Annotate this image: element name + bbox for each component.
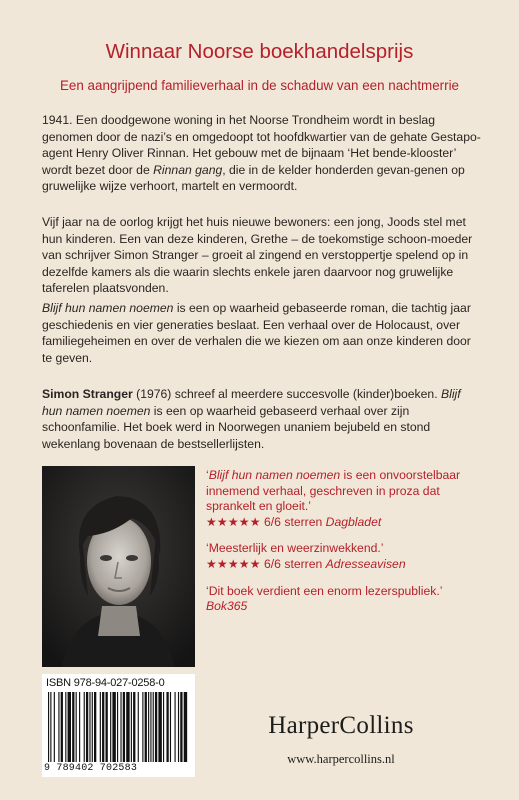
author-bio-text-b: is een op waarheid gebaseerd verhaal over zijn schoonfamilie. Het boek werd in Noorwegen unaniem bejubeld en stond wekenlang bovenaan de bestsellerlijsten. [42,403,431,451]
blurb-p1-italic: Rinnan gang [153,162,223,177]
review-quote [206,584,486,615]
blurb-p1-text-a: 1941. Een doodgewone woning in het Noorse Trondheim wordt in beslag genomen door de nazi’s en omgedoopt tot hoofdkwartier van de gehate Gestapo-agent Henry Oliver Rinnan. Het gebouw met de bijnaam ‘Het bende-klooster’ wordt bezet door de [42,113,481,177]
blurb-p3-text: is een op waarheid gebaseerde roman, die tachtig jaar geschiedenis en vier generaties beslaat. Een verhaal over de Holocaust, over familiegeheimen en over de verhalen die we kiezen om aan onze kinderen door te geven. [42,301,471,365]
review-rating [206,557,486,573]
author-bio-text-a: (1976) schreef al meerdere succesvolle (kinder)boeken. [132,387,441,401]
review-rating [206,599,486,615]
isbn-label: ISBN 978-94-027-0258-0 [46,677,165,689]
blurb-p1-text-b: , die in de kelder honderden gevan-genen op gruwelijke wijze verhoort, martelt en vermoordt. [42,162,465,194]
quote-open-mark: ‘ [206,468,209,482]
book-title-italic: Blijf hun namen noemen [42,301,174,315]
blurb-paragraph-2: Vijf jaar na de oorlog krijgt het huis nieuwe bewoners: een jong, Joods stel met hun kinderen. Een van deze kinderen, Grethe – de toekomstige schoon-moeder van schrijver Simon Stranger – groeit al zingend en verstoppertje spelend op in dezelfde kamers als die waarin slechts enkele jaren daarvoor nog gruwelijke taferelen plaatsvonden. [42,215,473,296]
star-rating-icon: ★★★★★ 6/6 sterren [206,556,326,571]
quote-text: is een onvoorstelbaar innemend verhaal, geschreven in proza dat sprankelt en gloeit.’ [206,468,461,514]
barcode-icon [48,692,190,762]
barcode-number: 9 789402 702583 [44,763,138,774]
publisher-website: www.harpercollins.nl [287,752,395,766]
author-bio [42,386,482,452]
blurb-paragraph-3 [42,300,482,366]
quote-book-title: Blijf hun namen noemen [208,468,341,482]
author-name: Simon Stranger [42,387,133,401]
barcode-panel [42,674,195,777]
quote-text: ‘Meesterlijk en weerzinwekkend.’ [206,541,384,556]
review-source: Adresseavisen [325,556,406,571]
author-photo [42,466,195,667]
blurb-paragraph-1 [42,112,482,195]
headline: Winnaar Noorse boekhandelsprijs [105,40,414,63]
review-quote [206,541,486,572]
review-quotes [206,468,486,626]
review-quote [206,468,486,530]
star-rating-icon: ★★★★★ 6/6 sterren [206,514,326,529]
subheadline: Een aangrijpend familieverhaal in de schaduw van een nachtmerrie [60,78,459,93]
review-source: Bok365 [206,599,248,614]
review-rating [206,515,486,531]
quote-text: ‘Dit boek verdient een enorm lezerspubliek.’ [206,583,443,598]
author-bio-italic: Blijf hun namen noemen [42,387,461,418]
review-source: Dagbladet [325,514,382,529]
publisher-logo: HarperCollins [268,712,414,739]
